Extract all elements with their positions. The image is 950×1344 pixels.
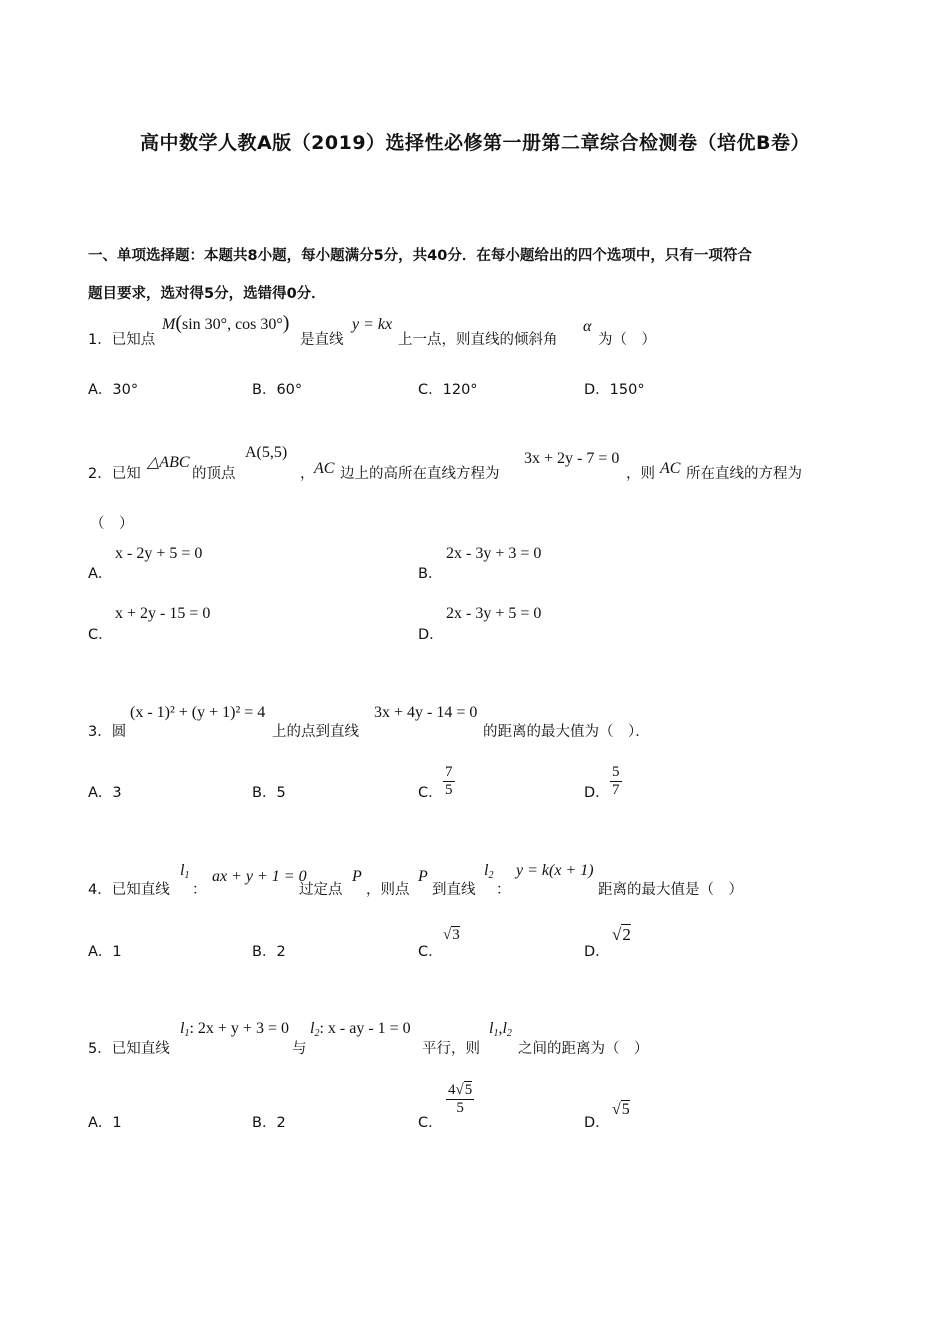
q5-l1-rest: : 2x + y + 3 = 0: [189, 1020, 289, 1037]
q5-text-4: 之间的距离为（ ）: [518, 1041, 649, 1057]
q2-option-c[interactable]: x + 2y - 15 = 0: [115, 605, 211, 622]
q5-l1-subscript: 1: [184, 1028, 190, 1039]
q3-option-d-numerator: 5: [612, 764, 620, 780]
q4-point-p1: P: [352, 868, 362, 885]
q2-text-1: 2．已知: [88, 466, 141, 482]
q1-text-4: 为（ ）: [598, 332, 656, 348]
page-title: 高中数学人教A版（2019）选择性必修第一册第二章综合检测卷（培优B卷）: [139, 132, 811, 154]
q4-l2-subscript: 2: [488, 870, 494, 881]
q5-l1-eq: [180, 1020, 289, 1039]
q3-text-1: 3．圆: [88, 724, 127, 740]
q2-text-7: （ ）: [90, 516, 134, 532]
q3-option-c[interactable]: [443, 764, 455, 799]
q4-text-2: ：: [192, 882, 207, 898]
q3-option-d-label[interactable]: D．: [584, 785, 610, 801]
q2-text-4: 边上的高所在直线方程为: [340, 466, 500, 482]
q1-alpha: α: [583, 318, 592, 335]
q4-l1-eq: ax + y + 1 = 0: [212, 868, 307, 885]
q1-option-a[interactable]: A．30°: [88, 382, 139, 398]
q5-option-d[interactable]: √5: [612, 1101, 630, 1118]
q4-option-b[interactable]: B．2: [252, 944, 286, 960]
q5-l2-ref: l: [502, 1020, 507, 1037]
q4-text-6: ：: [496, 882, 511, 898]
q4-option-c-label[interactable]: C．: [418, 944, 443, 960]
q5-text-1: 5．已知直线: [88, 1041, 170, 1057]
q4-option-c[interactable]: √3: [443, 927, 460, 943]
q2-option-b[interactable]: 2x - 3y + 3 = 0: [446, 545, 542, 562]
q1-option-d[interactable]: D．150°: [584, 382, 645, 398]
q2-option-b-label[interactable]: B．: [418, 566, 443, 582]
q4-option-d[interactable]: √2: [612, 925, 631, 944]
q1-m-coords: sin 30°, cos 30°: [182, 316, 283, 333]
q4-l2-eq: y = k(x + 1): [516, 862, 594, 879]
q5-option-c-label[interactable]: C．: [418, 1115, 443, 1131]
q3-text-2: 上的点到直线: [272, 724, 359, 740]
q2-height-eq: 3x + 2y - 7 = 0: [524, 450, 620, 467]
q4-l1: [180, 862, 189, 881]
q1-text-2: 是直线: [300, 332, 344, 348]
q2-ac-1: AC: [314, 460, 335, 477]
q2-vertex-a: A(5,5): [245, 444, 288, 461]
q3-option-c-numerator: 7: [445, 764, 453, 780]
q1-m-label: M: [162, 316, 176, 333]
q5-l1-letter: l: [180, 1020, 185, 1037]
q1-line-eq: y = kx: [352, 316, 393, 333]
q1-text-3: 上一点，则直线的倾斜角: [398, 332, 558, 348]
q2-ac-2: AC: [660, 460, 681, 477]
q5-text-3: 平行，则: [422, 1041, 480, 1057]
q5-option-d-radicand: 5: [621, 1101, 630, 1118]
q3-option-c-denominator: 5: [445, 782, 453, 798]
q3-circle-eq: (x - 1)² + (y + 1)² = 4: [130, 704, 266, 721]
section-header-line1: 一、单项选择题：本题共8小题，每小题满分5分，共40分．在每小题给出的四个选项中，只有一项符合: [88, 248, 752, 264]
q2-triangle: △ABC: [147, 454, 190, 471]
q4-l2: [484, 862, 493, 881]
q1-option-b[interactable]: B．60°: [252, 382, 303, 398]
q5-option-c-coefficient: 4: [448, 1082, 456, 1098]
q4-l1-letter: l: [180, 862, 185, 879]
q1-option-c[interactable]: C．120°: [418, 382, 478, 398]
q5-comma: ,: [498, 1020, 503, 1037]
q3-line-eq: 3x + 4y - 14 = 0: [374, 704, 478, 721]
q3-option-b[interactable]: B．5: [252, 785, 286, 801]
q2-option-a[interactable]: x - 2y + 5 = 0: [115, 545, 203, 562]
q5-option-c-denominator: 5: [446, 1099, 474, 1117]
q4-text-7: 距离的最大值是（ ）: [598, 882, 743, 898]
q5-text-2: 与: [292, 1041, 307, 1057]
q3-option-d[interactable]: [610, 764, 622, 799]
q4-text-3: 过定点: [299, 882, 343, 898]
q3-option-c-label[interactable]: C．: [418, 785, 443, 801]
q3-text-3: 的距离的最大值为（ ）．: [483, 724, 650, 740]
q4-point-p2: P: [418, 868, 428, 885]
q4-text-4: ，则点: [366, 882, 410, 898]
q4-option-d-label[interactable]: D．: [584, 944, 610, 960]
q2-text-3: ，: [300, 466, 315, 482]
q5-option-b[interactable]: B．2: [252, 1115, 286, 1131]
q5-l2-ref-sub: 2: [506, 1028, 512, 1039]
q3-option-d-denominator: 7: [612, 782, 620, 798]
q4-option-a[interactable]: A．1: [88, 944, 122, 960]
q2-option-d[interactable]: 2x - 3y + 5 = 0: [446, 605, 542, 622]
q1-point-m: M(sin 30°, cos 30°): [162, 312, 290, 334]
q5-option-d-label[interactable]: D．: [584, 1115, 610, 1131]
q3-option-a[interactable]: A．3: [88, 785, 122, 801]
q5-l1-ref-sub: 1: [493, 1028, 499, 1039]
q5-option-c[interactable]: $\frac{4√5}{5}$: [448, 1082, 473, 1116]
q4-l2-letter: l: [484, 862, 489, 879]
q2-option-c-label[interactable]: C．: [88, 627, 113, 643]
q2-text-2: 的顶点: [192, 466, 236, 482]
q4-text-1: 4．已知直线: [88, 882, 170, 898]
q5-l2-letter: l: [310, 1020, 315, 1037]
q4-l1-subscript: 1: [184, 870, 190, 881]
q4-text-5: 到直线: [432, 882, 476, 898]
section-header-line2: 题目要求，选对得5分，选错得0分．: [88, 286, 326, 302]
q5-option-c-radicand: 5: [464, 1082, 473, 1098]
q4-option-d-radicand: 2: [622, 925, 631, 944]
q5-l2-eq: [310, 1020, 411, 1039]
q4-option-c-radicand: 3: [452, 927, 460, 943]
q2-text-5: ，则: [626, 466, 655, 482]
q5-l1-l2: [489, 1020, 512, 1039]
q5-option-a[interactable]: A．1: [88, 1115, 122, 1131]
q5-l2-subscript: 2: [314, 1028, 320, 1039]
q5-l1-ref: l: [489, 1020, 494, 1037]
q2-option-a-label[interactable]: A．: [88, 566, 113, 582]
q2-text-6: 所在直线的方程为: [686, 466, 802, 482]
q5-l2-rest: : x - ay - 1 = 0: [319, 1020, 411, 1037]
q1-text-1: 1．已知点: [88, 332, 156, 348]
q2-option-d-label[interactable]: D．: [418, 627, 444, 643]
